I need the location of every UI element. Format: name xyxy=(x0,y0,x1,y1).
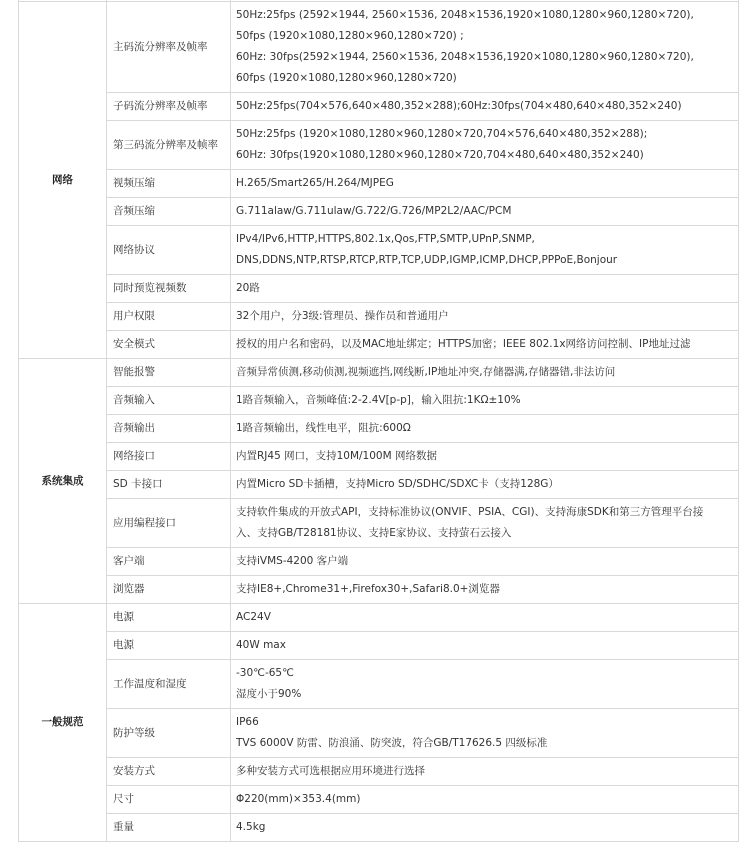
value-line: 内置Micro SD卡插槽，支持Micro SD/SDHC/SDXC卡（支持128G） xyxy=(236,478,559,490)
value-line: 1路音频输入，音频峰值:2-2.4V[p-p]，输入阻抗:1KΩ±10% xyxy=(236,394,521,406)
param-name: 音频输出 xyxy=(107,415,231,443)
table-row xyxy=(19,548,739,576)
param-name: 音频输入 xyxy=(107,387,231,415)
param-name: 工作温度和湿度 xyxy=(107,660,231,709)
param-name: 重量 xyxy=(107,814,231,842)
section-group-label: 网络 xyxy=(19,2,107,359)
param-name: 主码流分辨率及帧率 xyxy=(107,2,231,93)
param-value xyxy=(231,303,739,331)
param-value xyxy=(231,121,739,170)
value-line: 60Hz: 30fps(2592×1944, 2560×1536, 2048×1536,1920×1080,1280×960,1280×720), xyxy=(236,51,694,63)
spec-table-body xyxy=(19,0,739,842)
param-value xyxy=(231,814,739,842)
value-line: 1路音频输出，线性电平，阻抗:600Ω xyxy=(236,422,411,434)
table-row xyxy=(19,121,739,170)
table-row xyxy=(19,499,739,548)
param-value xyxy=(231,758,739,786)
value-line: AC24V xyxy=(236,611,271,623)
table-row xyxy=(19,758,739,786)
table-row xyxy=(19,604,739,632)
param-value xyxy=(231,93,739,121)
param-name: 安全模式 xyxy=(107,331,231,359)
param-value xyxy=(231,499,739,548)
table-row xyxy=(19,814,739,842)
param-name: 用户权限 xyxy=(107,303,231,331)
param-value xyxy=(231,443,739,471)
param-name: 同时预览视频数 xyxy=(107,275,231,303)
table-row xyxy=(19,359,739,387)
param-name: 应用编程接口 xyxy=(107,499,231,548)
value-line: IPv4/IPv6,HTTP,HTTPS,802.1x,Qos,FTP,SMTP,UPnP,SNMP, xyxy=(236,233,535,245)
value-line: 50Hz:25fps (1920×1080,1280×960,1280×720,704×576,640×480,352×288); xyxy=(236,128,648,140)
table-row xyxy=(19,660,739,709)
param-value xyxy=(231,387,739,415)
param-name: 电源 xyxy=(107,604,231,632)
table-row xyxy=(19,226,739,275)
table-row xyxy=(19,786,739,814)
value-line: 20路 xyxy=(236,282,260,294)
value-line: 内置RJ45 网口，支持10M/100M 网络数据 xyxy=(236,450,437,462)
param-value xyxy=(231,198,739,226)
param-name: 子码流分辨率及帧率 xyxy=(107,93,231,121)
value-line: 32个用户，分3级:管理员、操作员和普通用户 xyxy=(236,310,449,322)
param-name: 视频压缩 xyxy=(107,170,231,198)
param-value xyxy=(231,275,739,303)
value-line: 50fps (1920×1080,1280×960,1280×720) ; xyxy=(236,30,464,42)
param-value xyxy=(231,709,739,758)
param-name: 安装方式 xyxy=(107,758,231,786)
value-line: 40W max xyxy=(236,639,286,651)
value-line: IP66 xyxy=(236,716,259,728)
value-line: 多种安装方式可选根据应用环境进行选择 xyxy=(236,765,425,777)
value-line: TVS 6000V 防雷、防浪涌、防突波，符合GB/T17626.5 四级标准 xyxy=(236,737,548,749)
table-row xyxy=(19,198,739,226)
table-row xyxy=(19,2,739,93)
value-line: 50Hz:25fps(704×576,640×480,352×288);60Hz:30fps(704×480,640×480,352×240) xyxy=(236,100,682,112)
param-value xyxy=(231,576,739,604)
value-line: DNS,DDNS,NTP,RTSP,RTCP,RTP,TCP,UDP,IGMP,ICMP,DHCP,PPPoE,Bonjour xyxy=(236,254,618,266)
param-value xyxy=(231,548,739,576)
value-line: 支持软件集成的开放式API，支持标准协议(ONVIF、PSIA、CGI)、支持海康SDK和第三方管理平台接 xyxy=(236,506,704,518)
value-line: 入、支持GB/T28181协议、支持E家协议、支持萤石云接入 xyxy=(236,527,512,539)
table-row xyxy=(19,303,739,331)
param-value xyxy=(231,786,739,814)
table-row xyxy=(19,576,739,604)
param-value xyxy=(231,2,739,93)
value-line: 60fps (1920×1080,1280×960,1280×720) xyxy=(236,72,457,84)
param-name: 浏览器 xyxy=(107,576,231,604)
table-row xyxy=(19,331,739,359)
param-name: SD 卡接口 xyxy=(107,471,231,499)
param-name: 防护等级 xyxy=(107,709,231,758)
table-row xyxy=(19,709,739,758)
param-name: 客户端 xyxy=(107,548,231,576)
value-line: 湿度小于90% xyxy=(236,688,302,700)
table-row xyxy=(19,93,739,121)
value-line: Φ220(mm)×353.4(mm) xyxy=(236,793,361,805)
param-value xyxy=(231,170,739,198)
value-line: 60Hz: 30fps(1920×1080,1280×960,1280×720,704×480,640×480,352×240) xyxy=(236,149,644,161)
param-value xyxy=(231,632,739,660)
param-name: 智能报警 xyxy=(107,359,231,387)
param-value xyxy=(231,471,739,499)
param-name: 网络协议 xyxy=(107,226,231,275)
value-line: G.711alaw/G.711ulaw/G.722/G.726/MP2L2/AAC/PCM xyxy=(236,205,512,217)
param-value xyxy=(231,660,739,709)
value-line: H.265/Smart265/H.264/MJPEG xyxy=(236,177,394,189)
value-line: 4.5kg xyxy=(236,821,266,833)
table-row xyxy=(19,170,739,198)
section-group-label: 系统集成 xyxy=(19,359,107,604)
table-row xyxy=(19,471,739,499)
value-line: -30℃-65℃ xyxy=(236,667,294,679)
param-name: 尺寸 xyxy=(107,786,231,814)
value-line: 音频异常侦测,移动侦测,视频遮挡,网线断,IP地址冲突,存储器满,存储器错,非法访问 xyxy=(236,366,616,378)
table-row xyxy=(19,632,739,660)
table-row xyxy=(19,443,739,471)
table-row xyxy=(19,415,739,443)
table-row xyxy=(19,275,739,303)
param-value xyxy=(231,226,739,275)
value-line: 授权的用户名和密码，以及MAC地址绑定；HTTPS加密；IEEE 802.1x网络访问控制、IP地址过滤 xyxy=(236,338,691,350)
value-line: 支持iVMS-4200 客户端 xyxy=(236,555,349,567)
param-value xyxy=(231,415,739,443)
param-name: 第三码流分辨率及帧率 xyxy=(107,121,231,170)
param-name: 网络接口 xyxy=(107,443,231,471)
value-line: 支持IE8+,Chrome31+,Firefox30+,Safari8.0+浏览器 xyxy=(236,583,500,595)
param-value xyxy=(231,331,739,359)
table-row xyxy=(19,387,739,415)
param-name: 音频压缩 xyxy=(107,198,231,226)
section-group-label: 一般规范 xyxy=(19,604,107,842)
param-value xyxy=(231,604,739,632)
param-value xyxy=(231,359,739,387)
param-name: 电源 xyxy=(107,632,231,660)
spec-table xyxy=(18,0,739,842)
value-line: 50Hz:25fps (2592×1944, 2560×1536, 2048×1536,1920×1080,1280×960,1280×720), xyxy=(236,9,694,21)
